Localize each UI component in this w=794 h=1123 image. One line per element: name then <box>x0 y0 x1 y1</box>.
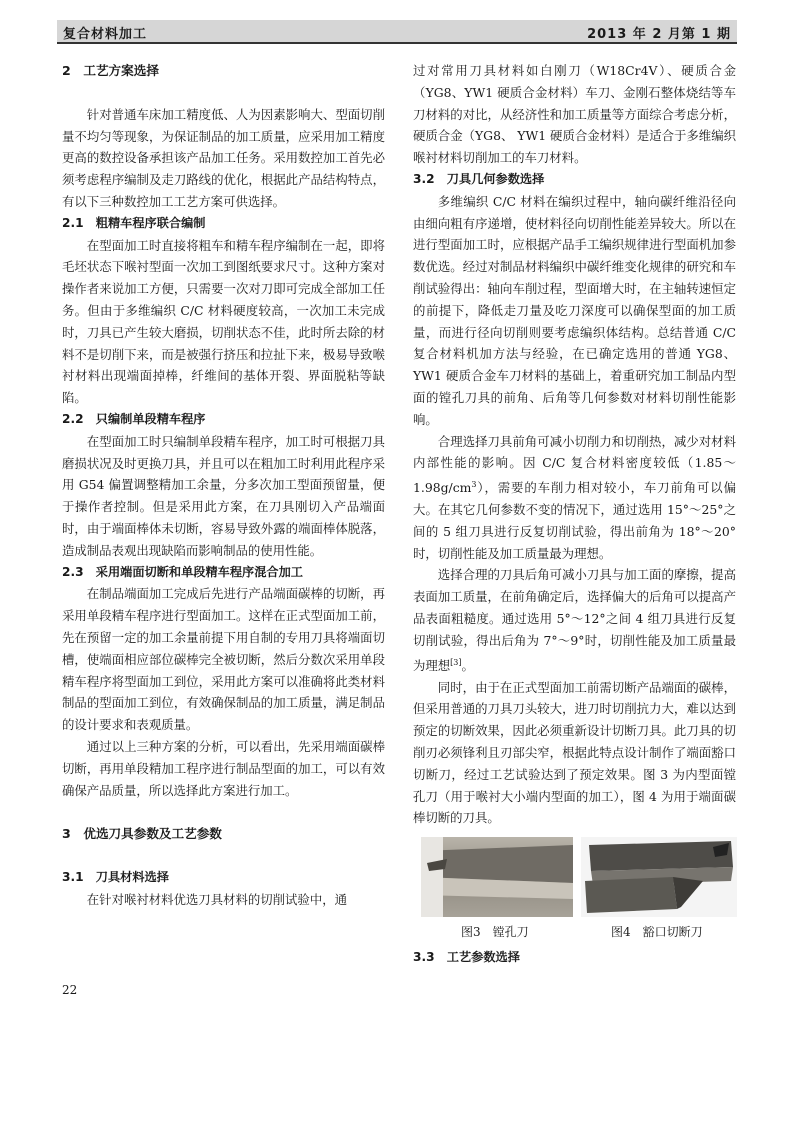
section-2-paragraph: 针对普通车床加工精度低、人为因素影响大、型面切削量不均匀等现象，为保证制品的加工质量，应采用加工精度更高的数控设备承担该产品加工任务。采用数控加工首先必须考虑程序编制及走刀路线的优化，根据此产品结构特点，有以下三种数控加工工艺方案可供选择。 <box>62 106 385 209</box>
clearance-angle-text-b: 。 <box>461 657 474 673</box>
rake-angle-text-b: ），需要的车削力相对较小，车刀前角可以偏大。在其它几何参数不变的情况下，通过选用 15°～25°之间的 5 组刀具进行反复切削试验，得出前角为 18°～20°时，切削性能及加工质量最为理想。 <box>413 480 736 561</box>
section-2-3-paragraph: 在制品端面加工完成后先进行产品端面碳棒的切断，再采用单段精车程序进行型面加工。这样在正式型面加工前，先在预留一定的加工余量前提下用自制的专用刀具将端面切槽，使端面相应部位碳棒完全被切断，然后分数次采用单段精车程序将型面加工到位，采用此方案可以准确将此类材料制品的型面加工到位，有效确保制品的加工质量，满足制品的设计要求和表观质量。 <box>62 586 385 733</box>
section-3-heading: 3 优选刀具参数及工艺参数 <box>62 826 222 842</box>
section-3-1-paragraph: 在针对喉衬材料优选刀具材料的切削试验中，通 <box>86 891 347 907</box>
figure-4-caption: 图4 豁口切断刀 <box>611 925 703 940</box>
section-2-heading: 2 工艺方案选择 <box>62 63 159 78</box>
section-2-2-heading: 2.2 只编制单段精车程序 <box>62 411 206 426</box>
cutoff-tool-photo <box>581 837 737 917</box>
section-3-3-heading: 3.3 工艺参数选择 <box>413 950 520 965</box>
left-column <box>62 60 385 911</box>
section-2-3-paragraph-2: 通过以上三种方案的分析，可以看出，先采用端面碳棒切断，再用单段精加工程序进行制品型面的加工，可以有效确保产品质量，所以选择此方案进行加工。 <box>62 738 385 798</box>
section-3-2-heading: 3.2 刀具几何参数选择 <box>413 171 545 186</box>
boring-tool-photo <box>421 837 573 917</box>
section-3-1-heading: 3.1 刀具材料选择 <box>62 870 169 885</box>
issue-info: 2013 年 2 月第 1 期 <box>587 27 731 42</box>
clearance-angle-text-a: 选择合理的刀具后角可减小刀具与加工面的摩擦，提高表面加工质量，在前角确定后，选择偏大的后角可以提高产品表面粗糙度。通过选用 5°～12°之间 4 组刀具进行反复切削试验，得出后角为 7°～9°时，切削性能及加工质量最为理想 <box>413 567 736 673</box>
figures-row <box>413 837 736 940</box>
section-3-2-paragraph-1: 多维编织 C/C 材料在编织过程中，轴向碳纤维沿径向由细向粗有序递增，使材料径向切削性能差异较大。所以在进行型面加工时，应根据产品手工编织规律进行型面机加参数优选。经过对制品材料编织中碳纤维变化规律的研究和车削试验得出：轴向车削过程，型面增大时，在主轴转速恒定的前提下，降低走刀量及吃刀深度可以确保型面的加工质量，而进行径向切削则要考虑编织体结构。总结普通 C/C 复合材料机加方法与经验，在已确定选用的普通 YG8、YW1 硬质合金车刀材料的基础上，着重研究加工制品内型面的镗孔刀具的前角、后角等几何参数对材料切削性能影响。 <box>413 193 736 427</box>
superscript-density: 3 <box>471 480 477 490</box>
journal-name: 复合材料加工 <box>63 27 148 42</box>
section-3-2-paragraph-4: 同时，由于在正式型面加工前需切断产品端面的碳棒，但采用普通的刀具刀头较大，进刀时切削抗力大，难以达到预定的切断效果，因此必须重新设计切断刀具。此刀具的切削刃必须锋利且刃部尖窄，根据此特点设计制作了端面豁口切断刀，经过工艺试验达到了预定效果。图 3 为内型面镗孔刀（用于喉衬大小端内型面的加工），图 4 为用于端面碳棒切断的刀具。 <box>413 679 736 826</box>
section-2-3-heading: 2.3 采用端面切断和单段精车程序混合加工 <box>62 564 303 579</box>
section-3-2-paragraph-3 <box>413 564 736 676</box>
section-3-2-paragraph-2 <box>413 431 736 565</box>
section-2-1-heading: 2.1 粗精车程序联合编制 <box>62 215 206 230</box>
running-header <box>57 20 737 44</box>
rake-angle-text-a: 合理选择刀具前角可减小切削力和切削热，减少对材料内部性能的影响。因 C/C 复合材料密度较低（1.85～1.98g/cm <box>413 433 736 496</box>
citation-ref: [3] <box>450 657 462 667</box>
section-2-1-paragraph: 在型面加工时直接将粗车和精车程序编制在一起，即将毛坯状态下喉衬型面一次加工到图纸要求尺寸。这种方案对操作者来说加工方便，只需要一次对刀即可完成全部加工任务。但由于多维编织 C/C 材料硬度较高，一次加工未完成时，刀具已产生较大磨损，切削状态不佳，此时所去除的材料不是切削下来，而是被强行挤压和拉扯下来，极易导致喉衬材料出现端面掉棒，纤维间的基体开裂、界面脱粘等缺陷。 <box>62 237 385 406</box>
section-3-1-continued: 过对常用刀具材料如白刚刀（W18Cr4V）、硬质合金（YG8、YW1 硬质合金材料）车刀、金刚石整体烧结等车刀材料的对比，从经济性和加工质量等方面综合考虑分析，硬质合金（YG8、 YW1 硬质合金材料）是适合于多维编织喉衬材料切削加工的车刀材料。 <box>413 63 736 166</box>
right-column <box>413 60 736 969</box>
page-number: 22 <box>62 983 78 997</box>
figure-3-caption: 图3 镗孔刀 <box>461 925 529 940</box>
section-2-2-paragraph: 在型面加工时只编制单段精车程序，加工时可根据刀具磨损状况及时更换刀具，并且可以在粗加工时利用此程序采用 G54 偏置调整精加工余量，分多次加工型面预留量，便于操作者控制。但是采用此方案，在刀具刚切入产品端面时，由于端面棒体未切断，容易导致外露的端面棒体脱落，造成制品表观出现缺陷而影响制品的使用性能。 <box>62 433 385 558</box>
